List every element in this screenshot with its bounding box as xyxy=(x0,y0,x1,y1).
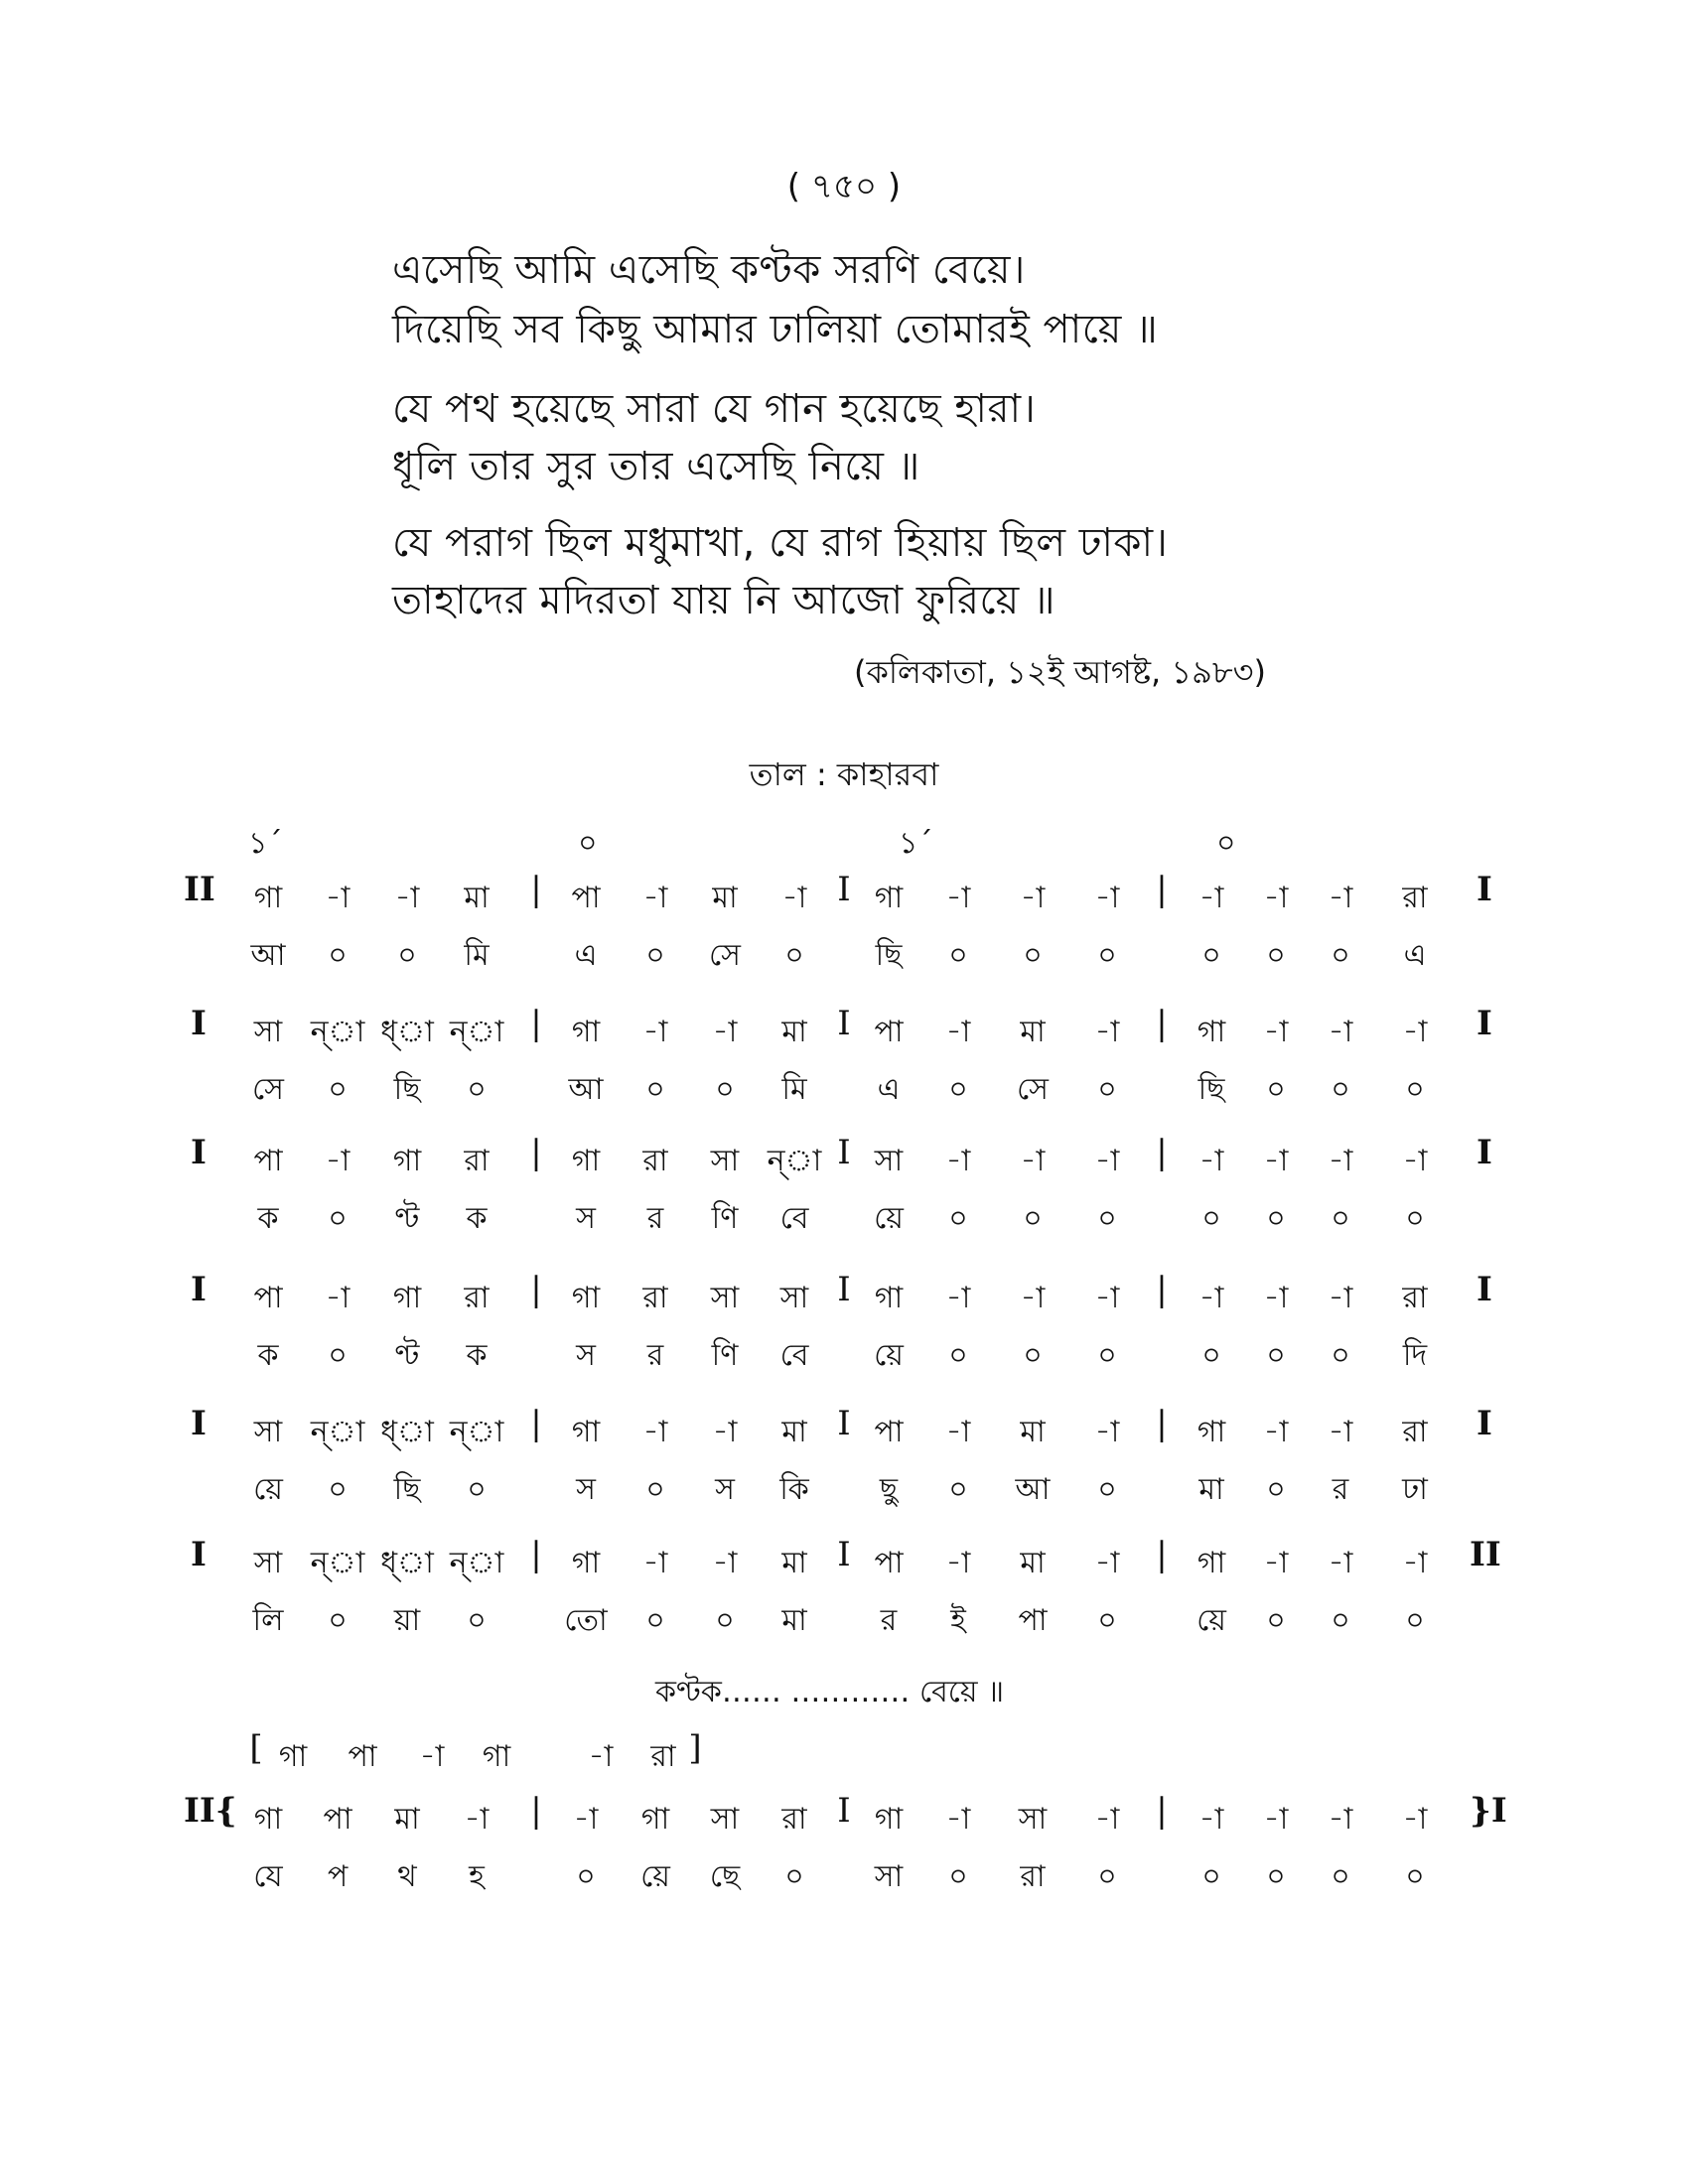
note-cell: ন্‌া xyxy=(449,1415,504,1449)
note-cell: গা xyxy=(1196,1546,1226,1580)
lyric-syllable: ০ xyxy=(1331,1072,1350,1107)
refrain-line: কণ্টক…… ………… বেয়ে ॥ xyxy=(655,1675,1005,1709)
note-cell: পা xyxy=(253,1144,283,1178)
lyric-syllable: ০ xyxy=(1266,1338,1286,1373)
note-cell: -া xyxy=(1263,1546,1289,1580)
note-cell: -া xyxy=(325,1144,351,1178)
bar-divider: | xyxy=(1156,1004,1168,1043)
lyric-syllable: ০ xyxy=(1266,1072,1286,1107)
lyric-syllable: য়ে xyxy=(640,1859,670,1894)
row-open-marker: I xyxy=(191,1133,207,1172)
note-cell: ধ্‌া xyxy=(380,1546,434,1580)
lyric-syllable: ০ xyxy=(1331,1859,1350,1894)
variant-note: -া xyxy=(419,1739,445,1774)
lyric-syllable: ণি xyxy=(711,1338,739,1373)
note-cell: গা xyxy=(571,1415,601,1449)
lyric-syllable: স xyxy=(576,1472,596,1507)
bar-divider: | xyxy=(530,1404,542,1443)
variant-note: -া xyxy=(588,1739,614,1774)
lyric-syllable: য়ে xyxy=(874,1338,904,1373)
note-cell: -া xyxy=(945,1015,971,1049)
note-cell: ন্‌া xyxy=(310,1015,365,1049)
lyric-syllable: ছি xyxy=(875,938,903,973)
note-cell: -া xyxy=(1328,1144,1353,1178)
row-open-marker: II xyxy=(184,870,215,909)
lyric-syllable: ০ xyxy=(1097,1603,1117,1638)
note-cell: মা xyxy=(781,1415,807,1449)
lyric-syllable: স xyxy=(576,1338,596,1373)
note-cell: মা xyxy=(1020,1415,1046,1449)
lyric-syllable: ঢা xyxy=(1402,1472,1428,1507)
bar-divider: | xyxy=(1156,1404,1168,1443)
bar-divider: | xyxy=(1156,1270,1168,1309)
lyric-syllable: ০ xyxy=(328,1201,348,1236)
lyric-syllable: ০ xyxy=(1405,1072,1425,1107)
bar-divider: I xyxy=(837,1270,851,1309)
note-cell: -া xyxy=(1328,1546,1353,1580)
stanza-3-line-1: যে পরাগ ছিল মধুমাখা, যে রাগ হিয়ায় ছিল ঢাকা। xyxy=(392,520,1169,566)
note-cell: -া xyxy=(1263,1144,1289,1178)
note-cell: -া xyxy=(945,1802,971,1837)
lyric-syllable: এ xyxy=(574,938,598,973)
lyric-syllable: ০ xyxy=(1023,1201,1043,1236)
lyric-syllable: ০ xyxy=(1097,938,1117,973)
lyric-syllable: ০ xyxy=(645,1472,665,1507)
note-cell: রা xyxy=(1402,1281,1428,1315)
stanza-2-line-2: ধূলি তার সুর তার এসেছি নিয়ে ॥ xyxy=(392,444,920,489)
row-open-marker: II{ xyxy=(184,1791,237,1831)
lyric-syllable: ০ xyxy=(1331,1338,1350,1373)
lyric-syllable: র xyxy=(646,1201,664,1236)
lyric-syllable: ছি xyxy=(393,1072,421,1107)
note-cell: সা xyxy=(253,1415,283,1449)
lyric-syllable: ০ xyxy=(1266,1472,1286,1507)
lyric-syllable: ০ xyxy=(715,1603,735,1638)
lyric-syllable: ০ xyxy=(397,938,417,973)
note-cell: সা xyxy=(253,1546,283,1580)
note-cell: পা xyxy=(874,1415,904,1449)
note-cell: -া xyxy=(394,881,420,915)
variant-close-bracket: ] xyxy=(688,1728,702,1768)
note-cell: -া xyxy=(1094,1281,1120,1315)
lyric-syllable: ক xyxy=(466,1201,488,1236)
stanza-3-line-2: তাহাদের মদিরতা যায় নি আজো ফুরিয়ে ॥ xyxy=(392,578,1055,623)
note-cell: গা xyxy=(571,1015,601,1049)
lyric-syllable: লি xyxy=(252,1603,284,1638)
note-cell: -া xyxy=(712,1546,738,1580)
bar-divider: I xyxy=(837,1133,851,1172)
note-cell: রা xyxy=(1402,1415,1428,1449)
bar-divider: | xyxy=(1156,870,1168,909)
lyric-syllable: ০ xyxy=(948,1201,968,1236)
lyric-syllable: ০ xyxy=(1201,1859,1221,1894)
lyric-syllable: কি xyxy=(779,1472,809,1507)
note-cell: পা xyxy=(253,1281,283,1315)
lyric-syllable: ক xyxy=(257,1338,279,1373)
row-open-marker: I xyxy=(191,1535,207,1574)
note-cell: -া xyxy=(1020,1281,1046,1315)
note-cell: গা xyxy=(253,881,283,915)
note-cell: -া xyxy=(945,1144,971,1178)
lyric-syllable: যে xyxy=(253,1859,283,1894)
note-cell: -া xyxy=(1263,881,1289,915)
lyric-syllable: র xyxy=(880,1603,898,1638)
lyric-syllable: ০ xyxy=(948,1072,968,1107)
note-cell: -া xyxy=(325,881,351,915)
note-cell: -া xyxy=(1328,881,1353,915)
note-cell: -া xyxy=(1402,1546,1428,1580)
lyric-syllable: আ xyxy=(1015,1472,1051,1507)
lyric-syllable: ০ xyxy=(645,1603,665,1638)
lyric-syllable: ০ xyxy=(467,1072,487,1107)
beat-mark-4: ০ xyxy=(1216,826,1236,861)
note-cell: -া xyxy=(1328,1281,1353,1315)
lyric-syllable: ০ xyxy=(948,938,968,973)
lyric-syllable: ০ xyxy=(784,1859,804,1894)
lyric-syllable: ০ xyxy=(467,1472,487,1507)
lyric-syllable: য়ে xyxy=(1196,1603,1226,1638)
lyric-syllable: ০ xyxy=(1266,938,1286,973)
row-close-marker: I xyxy=(1477,1404,1492,1443)
lyric-syllable: ণ্ট xyxy=(394,1338,420,1373)
note-cell: মা xyxy=(1020,1546,1046,1580)
row-close-marker: I xyxy=(1477,870,1492,909)
lyric-syllable: বে xyxy=(779,1338,809,1373)
note-cell: ন্‌া xyxy=(767,1144,822,1178)
lyric-syllable: ০ xyxy=(1097,1072,1117,1107)
note-cell: রা xyxy=(1402,881,1428,915)
row-close-marker: I xyxy=(1477,1270,1492,1309)
lyric-syllable: ০ xyxy=(1331,1201,1350,1236)
lyric-syllable: ০ xyxy=(1023,938,1043,973)
note-cell: ন্‌া xyxy=(310,1546,365,1580)
note-cell: রা xyxy=(642,1281,668,1315)
lyric-syllable: ক xyxy=(466,1338,488,1373)
note-cell: গা xyxy=(571,1144,601,1178)
bar-divider: | xyxy=(530,1133,542,1172)
lyric-syllable: সে xyxy=(1017,1072,1049,1107)
row-close-marker: I xyxy=(1477,1004,1492,1043)
note-cell: -া xyxy=(1263,1281,1289,1315)
variant-note: রা xyxy=(650,1739,676,1774)
note-cell: -া xyxy=(945,881,971,915)
bar-divider: I xyxy=(837,870,851,909)
note-cell: -া xyxy=(642,1415,668,1449)
note-cell: -া xyxy=(642,1546,668,1580)
note-cell: সা xyxy=(253,1015,283,1049)
note-cell: -া xyxy=(1020,1144,1046,1178)
note-cell: -া xyxy=(1328,1415,1353,1449)
variant-open-bracket: [ xyxy=(249,1728,263,1768)
lyric-syllable: ০ xyxy=(1097,1201,1117,1236)
bar-divider: | xyxy=(530,1004,542,1043)
note-cell: -া xyxy=(642,881,668,915)
note-cell: -া xyxy=(1328,1015,1353,1049)
note-cell: -া xyxy=(1402,1015,1428,1049)
lyric-syllable: ০ xyxy=(1097,1859,1117,1894)
note-cell: -া xyxy=(1094,1415,1120,1449)
lyric-syllable: স xyxy=(715,1472,735,1507)
note-cell: -া xyxy=(1198,1802,1224,1837)
lyric-syllable: ০ xyxy=(645,938,665,973)
note-cell: গা xyxy=(571,1546,601,1580)
note-cell: -া xyxy=(712,1015,738,1049)
lyric-syllable: ০ xyxy=(948,1472,968,1507)
lyric-syllable: বে xyxy=(779,1201,809,1236)
lyric-syllable: ০ xyxy=(1405,1603,1425,1638)
note-cell: -া xyxy=(1094,1015,1120,1049)
lyric-syllable: ০ xyxy=(1201,1338,1221,1373)
bar-divider: | xyxy=(530,1791,542,1831)
lyric-syllable: র xyxy=(646,1338,664,1373)
lyric-syllable: ০ xyxy=(1266,1201,1286,1236)
note-cell: পা xyxy=(874,1015,904,1049)
row-close-marker: }I xyxy=(1470,1791,1507,1831)
lyric-syllable: ০ xyxy=(948,1859,968,1894)
lyric-syllable: মা xyxy=(781,1603,807,1638)
lyric-syllable: ০ xyxy=(1405,1859,1425,1894)
note-cell: -া xyxy=(1198,1144,1224,1178)
note-cell: সা xyxy=(710,1144,740,1178)
note-cell: মা xyxy=(464,881,490,915)
lyric-syllable: ০ xyxy=(1266,1859,1286,1894)
note-cell: -া xyxy=(1198,1281,1224,1315)
lyric-syllable: ছে xyxy=(709,1859,741,1894)
lyric-syllable: ণ্ট xyxy=(394,1201,420,1236)
note-cell: -া xyxy=(1402,1802,1428,1837)
lyric-syllable: তো xyxy=(564,1603,608,1638)
note-cell: গা xyxy=(571,1281,601,1315)
row-open-marker: I xyxy=(191,1404,207,1443)
beat-mark-3: ১´ xyxy=(899,826,933,861)
lyric-syllable: এ xyxy=(877,1072,901,1107)
lyric-syllable: ০ xyxy=(645,1072,665,1107)
note-cell: গা xyxy=(1196,1015,1226,1049)
note-cell: ন্‌া xyxy=(310,1415,365,1449)
lyric-syllable: আ xyxy=(250,938,286,973)
lyric-syllable: মা xyxy=(1198,1472,1224,1507)
note-cell: -া xyxy=(781,881,807,915)
note-cell: মা xyxy=(781,1546,807,1580)
bar-divider: | xyxy=(1156,1791,1168,1831)
lyric-syllable: স xyxy=(576,1201,596,1236)
variant-note: গা xyxy=(482,1739,511,1774)
note-cell: -া xyxy=(1263,1415,1289,1449)
note-cell: -া xyxy=(1328,1802,1353,1837)
note-cell: গা xyxy=(1196,1415,1226,1449)
note-cell: মা xyxy=(1020,1015,1046,1049)
lyric-syllable: ছি xyxy=(1197,1072,1225,1107)
bar-divider: | xyxy=(1156,1535,1168,1574)
lyric-syllable: ই xyxy=(950,1603,966,1638)
bar-divider: | xyxy=(530,1270,542,1309)
lyric-syllable: ০ xyxy=(1331,1603,1350,1638)
note-cell: রা xyxy=(781,1802,807,1837)
bar-divider: | xyxy=(1156,1133,1168,1172)
note-cell: রা xyxy=(464,1144,490,1178)
note-cell: -া xyxy=(1402,1144,1428,1178)
stanza-1-line-1: এসেছি আমি এসেছি কণ্টক সরণি বেয়ে। xyxy=(392,247,1026,293)
lyric-syllable: হ xyxy=(469,1859,485,1894)
note-cell: -া xyxy=(1094,1802,1120,1837)
lyric-syllable: য়ে xyxy=(253,1472,283,1507)
tala-heading: তাল : কাহারবা xyxy=(749,755,939,793)
note-cell: -া xyxy=(712,1415,738,1449)
stanza-2-line-1: যে পথ হয়েছে সারা যে গান হয়েছে হারা। xyxy=(392,386,1037,432)
lyric-syllable: ০ xyxy=(328,1603,348,1638)
note-cell: -া xyxy=(642,1015,668,1049)
row-close-marker: II xyxy=(1470,1535,1501,1574)
note-cell: রা xyxy=(642,1144,668,1178)
lyric-syllable: ণি xyxy=(711,1201,739,1236)
note-cell: -া xyxy=(464,1802,490,1837)
note-cell: -া xyxy=(1198,881,1224,915)
note-cell: মা xyxy=(394,1802,420,1837)
lyric-syllable: প xyxy=(327,1859,349,1894)
lyric-syllable: ০ xyxy=(576,1859,596,1894)
bar-divider: | xyxy=(530,870,542,909)
lyric-syllable: য়া xyxy=(393,1603,421,1638)
lyric-syllable: ০ xyxy=(1331,938,1350,973)
note-cell: সা xyxy=(1018,1802,1048,1837)
lyric-syllable: য়ে xyxy=(874,1201,904,1236)
note-cell: সা xyxy=(779,1281,809,1315)
note-cell: -া xyxy=(1263,1802,1289,1837)
lyric-syllable: সে xyxy=(709,938,741,973)
row-open-marker: I xyxy=(191,1004,207,1043)
lyric-syllable: মি xyxy=(781,1072,807,1107)
bar-divider: I xyxy=(837,1404,851,1443)
note-cell: ধ্‌া xyxy=(380,1415,434,1449)
note-cell: রা xyxy=(464,1281,490,1315)
lyric-syllable: ০ xyxy=(1201,938,1221,973)
lyric-syllable: র xyxy=(1332,1472,1349,1507)
bar-divider: I xyxy=(837,1004,851,1043)
row-close-marker: I xyxy=(1477,1133,1492,1172)
lyric-syllable: ০ xyxy=(1097,1338,1117,1373)
page-number: ( ৭৫০ ) xyxy=(786,167,902,206)
lyric-syllable: দি xyxy=(1402,1338,1428,1373)
note-cell: গা xyxy=(640,1802,670,1837)
note-cell: -া xyxy=(1094,1144,1120,1178)
lyric-syllable: ছু xyxy=(879,1472,899,1507)
lyric-syllable: ০ xyxy=(715,1072,735,1107)
note-cell: -া xyxy=(1094,1546,1120,1580)
lyric-syllable: থ xyxy=(397,1859,417,1894)
stanza-1-line-2: দিয়েছি সব কিছু আমার ঢালিয়া তোমারই পায়ে ॥ xyxy=(392,307,1159,352)
note-cell: গা xyxy=(392,1281,422,1315)
note-cell: -া xyxy=(945,1281,971,1315)
lyric-syllable: ০ xyxy=(1201,1201,1221,1236)
note-cell: -া xyxy=(945,1546,971,1580)
note-cell: -া xyxy=(1094,881,1120,915)
beat-mark-1: ১´ xyxy=(248,826,283,861)
note-cell: -া xyxy=(1263,1015,1289,1049)
note-cell: -া xyxy=(325,1281,351,1315)
note-cell: গা xyxy=(874,1802,904,1837)
lyric-syllable: ০ xyxy=(328,1472,348,1507)
lyric-syllable: ছি xyxy=(393,1472,421,1507)
note-cell: সা xyxy=(874,1144,904,1178)
beat-mark-2: ০ xyxy=(578,826,598,861)
lyric-syllable: ০ xyxy=(328,938,348,973)
note-cell: ধ্‌া xyxy=(380,1015,434,1049)
lyric-syllable: ০ xyxy=(784,938,804,973)
lyric-syllable: ক xyxy=(257,1201,279,1236)
note-cell: গা xyxy=(253,1802,283,1837)
note-cell: পা xyxy=(571,881,601,915)
lyric-syllable: ০ xyxy=(1097,1472,1117,1507)
note-cell: ন্‌া xyxy=(449,1546,504,1580)
bar-divider: I xyxy=(837,1791,851,1831)
note-cell: পা xyxy=(323,1802,352,1837)
variant-note: গা xyxy=(278,1739,308,1774)
note-cell: -া xyxy=(1020,881,1046,915)
lyric-syllable: ০ xyxy=(328,1338,348,1373)
lyric-syllable: মি xyxy=(464,938,490,973)
bar-divider: | xyxy=(530,1535,542,1574)
date-place-credit: (কলিকাতা, ১২ই আগষ্ট, ১৯৮৩) xyxy=(854,653,1266,691)
lyric-syllable: আ xyxy=(568,1072,604,1107)
note-cell: গা xyxy=(392,1144,422,1178)
bar-divider: I xyxy=(837,1535,851,1574)
lyric-syllable: এ xyxy=(1403,938,1427,973)
lyric-syllable: পা xyxy=(1018,1603,1048,1638)
note-cell: সা xyxy=(710,1802,740,1837)
lyric-syllable: ০ xyxy=(467,1603,487,1638)
note-cell: পা xyxy=(874,1546,904,1580)
lyric-syllable: ০ xyxy=(1023,1338,1043,1373)
lyric-syllable: ০ xyxy=(328,1072,348,1107)
lyric-syllable: ০ xyxy=(1266,1603,1286,1638)
lyric-syllable: রা xyxy=(1020,1859,1046,1894)
note-cell: ন্‌া xyxy=(449,1015,504,1049)
note-cell: গা xyxy=(874,1281,904,1315)
note-cell: মা xyxy=(781,1015,807,1049)
lyric-syllable: সে xyxy=(252,1072,284,1107)
row-open-marker: I xyxy=(191,1270,207,1309)
note-cell: -া xyxy=(945,1415,971,1449)
note-cell: গা xyxy=(874,881,904,915)
lyric-syllable: সা xyxy=(874,1859,904,1894)
lyric-syllable: ০ xyxy=(1405,1201,1425,1236)
note-cell: -া xyxy=(573,1802,599,1837)
note-cell: সা xyxy=(710,1281,740,1315)
lyric-syllable: ০ xyxy=(948,1338,968,1373)
variant-note: পা xyxy=(348,1739,377,1774)
note-cell: মা xyxy=(712,881,738,915)
